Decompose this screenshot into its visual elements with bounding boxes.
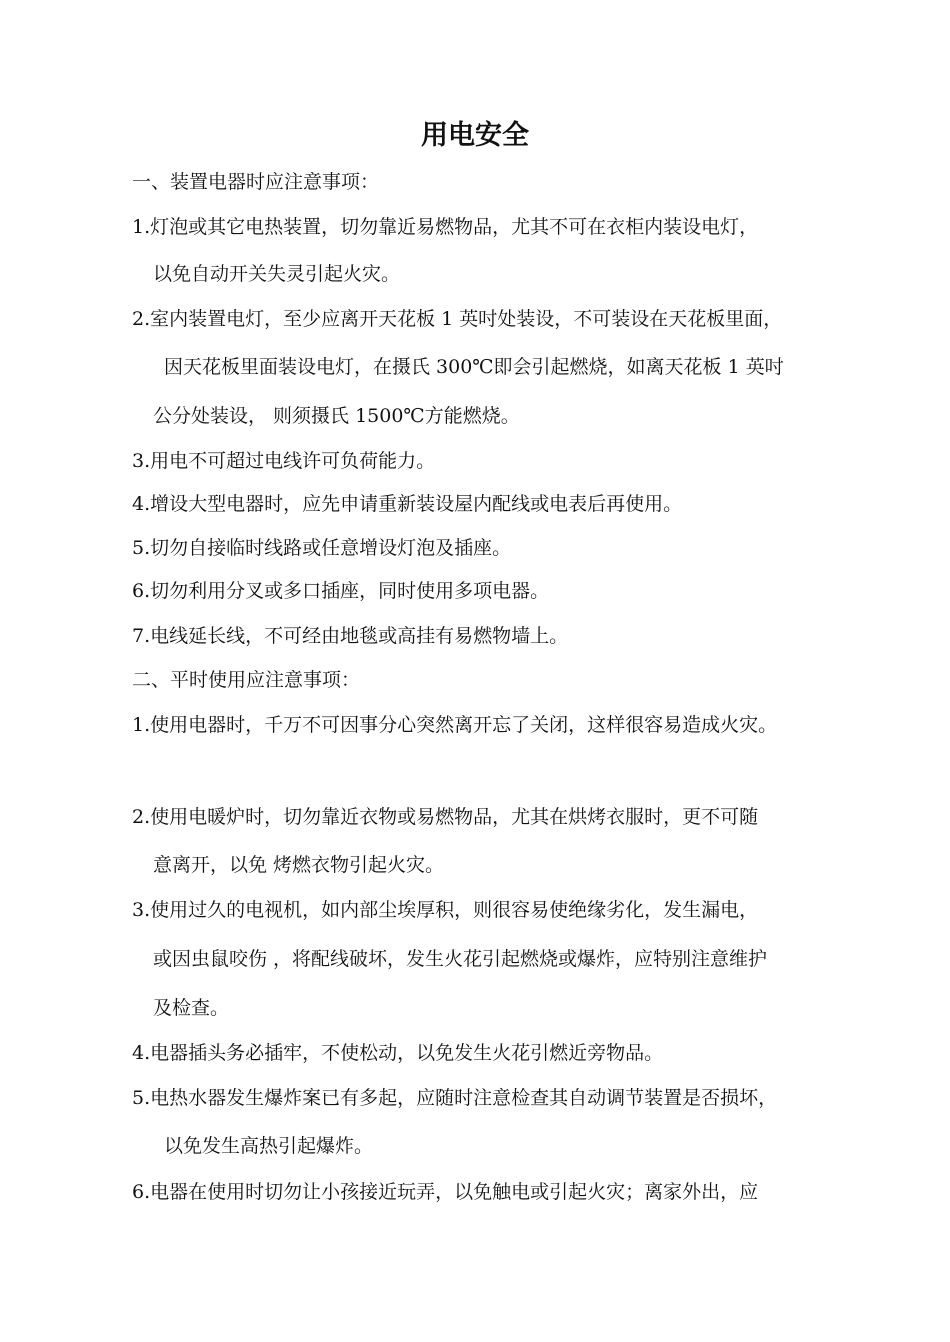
list-item-2-1: 1.使用电器时，千万不可因事分心突然离开忘了关闭，这样很容易造成火灾。 <box>132 714 778 736</box>
list-item-1-7: 7.电线延长线，不可经由地毯或高挂有易燃物墙上。 <box>132 625 569 647</box>
list-item-1-2-line-3: 公分处装设， 则须摄氏 1500℃方能燃烧。 <box>153 405 520 427</box>
list-item-2-6-line-1: 6.电器在使用时切勿让小孩接近玩弄，以免触电或引起火灾；离家外出，应 <box>132 1181 759 1203</box>
list-item-2-2-line-1: 2.使用电暖炉时，切勿靠近衣物或易燃物品，尤其在烘烤衣服时，更不可随 <box>132 806 759 828</box>
list-item-2-3-line-3: 及检查。 <box>153 997 230 1019</box>
list-item-1-2-line-2: 因天花板里面装设电灯，在摄氏 300℃即会引起燃烧，如离天花板 1 英吋 <box>164 356 784 378</box>
list-item-2-4: 4.电器插头务必插牢，不使松动，以免发生火花引燃近旁物品。 <box>132 1042 664 1064</box>
page-title: 用电安全 <box>421 120 529 151</box>
list-item-1-2-line-1: 2.室内装置电灯，至少应离开天花板 1 英吋处装设，不可装设在天花板里面， <box>132 308 783 330</box>
list-item-2-2-line-2: 意离开，以免 烤燃衣物引起火灾。 <box>153 854 445 876</box>
list-item-2-5-line-2: 以免发生高热引起爆炸。 <box>164 1135 374 1157</box>
list-item-1-6: 6.切勿利用分叉或多口插座，同时使用多项电器。 <box>132 580 550 602</box>
list-item-1-5: 5.切勿自接临时线路或任意增设灯泡及插座。 <box>132 537 512 559</box>
list-item-1-3: 3.用电不可超过电线许可负荷能力。 <box>132 450 436 472</box>
list-item-1-1-line-2: 以免自动开关失灵引起火灾。 <box>153 263 401 285</box>
list-item-1-1-line-1: 1.灯泡或其它电热装置，切勿靠近易燃物品，尤其不可在衣柜内装设电灯， <box>132 216 759 238</box>
list-item-2-3-line-2: 或因虫鼠咬伤 ，将配线破坏，发生火花引起燃烧或爆炸，应特别注意维护 <box>153 948 768 970</box>
section-heading-1: 一、装置电器时应注意事项： <box>132 171 380 193</box>
list-item-1-4: 4.增设大型电器时，应先申请重新装设屋内配线或电表后再使用。 <box>132 493 683 515</box>
list-item-2-3-line-1: 3.使用过久的电视机，如内部尘埃厚积，则很容易使绝缘劣化，发生漏电， <box>132 899 759 921</box>
list-item-2-5-line-1: 5.电热水器发生爆炸案已有多起，应随时注意检查其自动调节装置是否损坏， <box>132 1087 778 1109</box>
section-heading-2: 二、平时使用应注意事项： <box>132 669 361 691</box>
